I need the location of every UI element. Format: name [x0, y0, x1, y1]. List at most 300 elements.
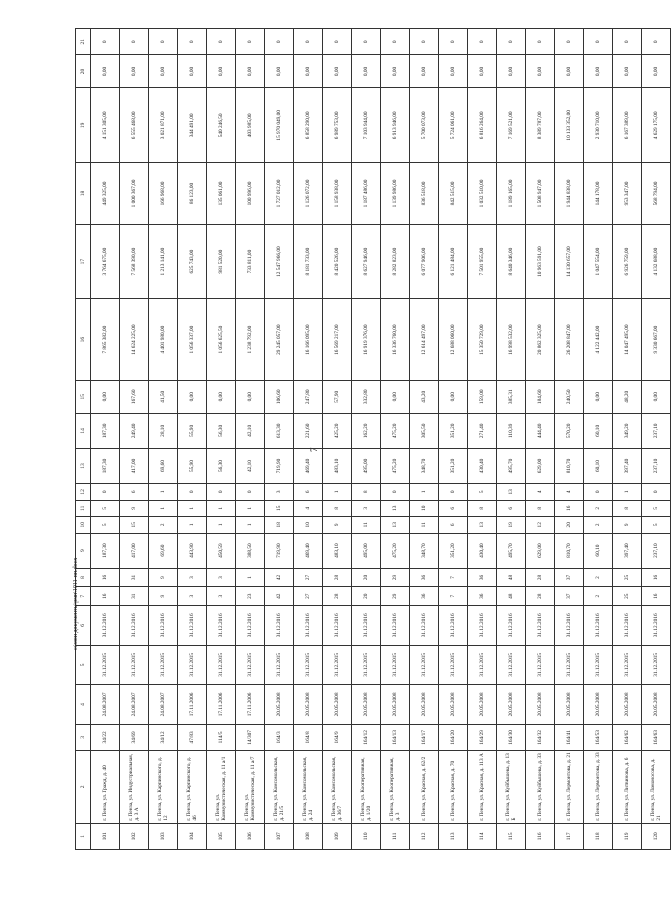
- area-private-cell: 56,30: [207, 413, 236, 448]
- area-private-cell: 110,39: [497, 413, 526, 448]
- rooms-private-cell: 8: [613, 500, 642, 516]
- row-number-cell: 113: [439, 823, 468, 849]
- table-row: [642, 29, 671, 850]
- extra-count-cell: 0: [178, 29, 207, 55]
- cost-region-cell: 953 347,00: [613, 163, 642, 225]
- table-body: [91, 29, 671, 850]
- residents-total-cell: 28: [526, 587, 555, 606]
- area-resettled-cell: 810,70: [555, 448, 584, 483]
- rooms-private-cell: 10: [410, 500, 439, 516]
- area-total-cell: 397,40: [613, 533, 642, 568]
- contract-number-cell: 47/83: [178, 724, 207, 750]
- extra-count-cell: 0: [381, 29, 410, 55]
- rooms-private-cell: 6: [439, 500, 468, 516]
- table-row: [294, 29, 323, 850]
- cost-region-cell: 100 996,00: [236, 163, 265, 225]
- area-private-cell: 305,50: [410, 413, 439, 448]
- footer-file-path: c:\мои документы\рмп\1011-пп.docx: [73, 557, 79, 650]
- plan-start-date-cell: 31.12.2015: [91, 645, 120, 685]
- cost-local-cell: 5 724 061,00: [439, 88, 468, 163]
- extra-count-cell: 0: [613, 29, 642, 55]
- contract-date-cell: 20.05.2008: [323, 685, 352, 725]
- table-row: [149, 29, 178, 850]
- rooms-private-cell: 9: [120, 500, 149, 516]
- column-number-header: 4: [76, 685, 91, 725]
- area-resettled-cell: 483,10: [323, 448, 352, 483]
- cost-fund-cell: 14 130 657,00: [555, 224, 584, 299]
- rooms-private-cell: 3: [352, 500, 381, 516]
- cost-fund-cell: 8 282 823,00: [381, 224, 410, 299]
- area-resettled-cell: 55,90: [178, 448, 207, 483]
- rooms-total-cell: 13: [381, 517, 410, 533]
- contract-date-cell: 20.05.2008: [526, 685, 555, 725]
- rooms-municipal-cell: 1: [613, 484, 642, 500]
- address-cell: г. Пенза, ул. Карпинского, д. 12: [149, 751, 178, 824]
- rooms-total-cell: 12: [526, 517, 555, 533]
- plan-start-date-cell: 31.12.2015: [265, 645, 294, 685]
- table-row: [265, 29, 294, 850]
- cost-region-cell: 1 187 486,00: [352, 163, 381, 225]
- table-row: [613, 29, 642, 850]
- table-row: [468, 29, 497, 850]
- plan-start-date-cell: 31.12.2015: [178, 645, 207, 685]
- contract-number-cell: 34/69: [120, 724, 149, 750]
- cost-local-cell: 10 133 352,00: [555, 88, 584, 163]
- residents-resettled-cell: 27: [294, 568, 323, 587]
- contract-number-cell: 14/307: [236, 724, 265, 750]
- cost-region-cell: 1 158 938,00: [323, 163, 352, 225]
- area-municipal-cell: 48,20: [613, 380, 642, 413]
- column-number-header: 15: [76, 380, 91, 413]
- area-private-cell: 237,10: [642, 413, 671, 448]
- rooms-total-cell: 5: [91, 517, 120, 533]
- table-row: [439, 29, 468, 850]
- plan-end-date-cell: 31.12.2016: [584, 606, 613, 646]
- extra-count-cell: 0: [294, 29, 323, 55]
- plan-end-date-cell: 31.12.2016: [236, 606, 265, 646]
- area-resettled-cell: 42,10: [236, 448, 265, 483]
- residents-resettled-cell: 16: [642, 568, 671, 587]
- cost-region-cell: 1 000 367,00: [120, 163, 149, 225]
- extra-count-cell: 0: [207, 29, 236, 55]
- contract-number-cell: 164/9: [323, 724, 352, 750]
- cost-total-cell: 29 245 057,00: [265, 299, 294, 380]
- cost-fund-cell: 6 926 759,00: [613, 224, 642, 299]
- cost-extra-cell: 0,00: [236, 55, 265, 88]
- area-resettled-cell: 629,00: [526, 448, 555, 483]
- cost-total-cell: 20 862 325,00: [526, 299, 555, 380]
- cost-local-cell: 15 970 049,00: [265, 88, 294, 163]
- address-cell: г. Пенза, ул. Гражд, д. 40: [91, 751, 120, 824]
- plan-start-date-cell: 31.12.2015: [120, 645, 149, 685]
- area-private-cell: 475,20: [381, 413, 410, 448]
- address-cell: г. Пенза, ул. Индустриальная, д. 3 А: [120, 751, 149, 824]
- column-number-header: 20: [76, 55, 91, 88]
- contract-date-cell: 17.11.2006: [236, 685, 265, 725]
- plan-start-date-cell: 31.12.2015: [439, 645, 468, 685]
- rooms-municipal-cell: 8: [352, 484, 381, 500]
- plan-start-date-cell: 31.12.2015: [294, 645, 323, 685]
- column-number-header: 16: [76, 299, 91, 380]
- extra-count-cell: 0: [526, 29, 555, 55]
- plan-start-date-cell: 31.12.2015: [584, 645, 613, 685]
- address-cell: г. Пенза, ул. Литвинова, д. 6: [613, 751, 642, 824]
- residents-total-cell: 37: [555, 587, 584, 606]
- rooms-private-cell: 1: [178, 500, 207, 516]
- residents-total-cell: 36: [410, 587, 439, 606]
- table-row: [178, 29, 207, 850]
- contract-number-cell: 164/20: [439, 724, 468, 750]
- cost-total-cell: 9 330 667,00: [642, 299, 671, 380]
- address-cell: г. Пенза, ул. Коммунистическая, д. 11 а/1: [207, 751, 236, 824]
- cost-region-cell: 1 189 165,00: [497, 163, 526, 225]
- cost-total-cell: 14 624 225,00: [120, 299, 149, 380]
- rooms-municipal-cell: 0: [381, 484, 410, 500]
- contract-date-cell: 17.11.2006: [207, 685, 236, 725]
- rooms-total-cell: 10: [294, 517, 323, 533]
- address-cell: г. Пенза, ул. Комсомольская, д. 24: [294, 751, 323, 824]
- cost-fund-cell: 7 501 955,00: [468, 224, 497, 299]
- address-cell: г. Пенза, ул. Красная, д. 70: [439, 751, 468, 824]
- cost-region-cell: 449 325,00: [91, 163, 120, 225]
- column-number-header: 17: [76, 224, 91, 299]
- contract-number-cell: 164/30: [497, 724, 526, 750]
- plan-end-date-cell: 31.12.2016: [381, 606, 410, 646]
- cost-region-cell: 144 178,00: [584, 163, 613, 225]
- row-number-cell: 118: [584, 823, 613, 849]
- cost-total-cell: 4 122 442,00: [584, 299, 613, 380]
- plan-end-date-cell: 31.12.2016: [439, 606, 468, 646]
- rooms-private-cell: 16: [555, 500, 584, 516]
- cost-total-cell: 7 865 382,00: [91, 299, 120, 380]
- rooms-private-cell: 13: [381, 500, 410, 516]
- cost-fund-cell: 7 568 390,00: [120, 224, 149, 299]
- address-cell: г. Пенза, ул. Красная, д. 113 А: [468, 751, 497, 824]
- cost-total-cell: 26 208 847,00: [555, 299, 584, 380]
- cost-fund-cell: 8 627 946,00: [352, 224, 381, 299]
- cost-region-cell: 568 794,00: [642, 163, 671, 225]
- column-number-header: 7: [76, 587, 91, 606]
- area-municipal-cell: 247,80: [294, 380, 323, 413]
- cost-total-cell: 16 998 532,00: [497, 299, 526, 380]
- plan-end-date-cell: 31.12.2016: [526, 606, 555, 646]
- address-cell: г. Пенза, ул. Кооперативная, д. 1/20: [352, 751, 381, 824]
- rooms-private-cell: 8: [526, 500, 555, 516]
- area-resettled-cell: 469,40: [294, 448, 323, 483]
- cost-local-cell: 6 167 389,00: [613, 88, 642, 163]
- rooms-municipal-cell: 0: [91, 484, 120, 500]
- rooms-private-cell: 8: [468, 500, 497, 516]
- rooms-municipal-cell: 0: [178, 484, 207, 500]
- rooms-total-cell: 15: [120, 517, 149, 533]
- column-number-header: 3: [76, 724, 91, 750]
- table-row: [120, 29, 149, 850]
- contract-date-cell: 20.05.2008: [468, 685, 497, 725]
- residents-resettled-cell: 2: [584, 568, 613, 587]
- cost-region-cell: 1 126 072,00: [294, 163, 323, 225]
- table-row: [555, 29, 584, 850]
- rooms-total-cell: 6: [439, 517, 468, 533]
- cost-region-cell: 135 061,00: [207, 163, 236, 225]
- plan-end-date-cell: 31.12.2016: [265, 606, 294, 646]
- area-private-cell: 249,40: [120, 413, 149, 448]
- table-row: [584, 29, 613, 850]
- residents-total-cell: 31: [120, 587, 149, 606]
- residents-resettled-cell: 3: [178, 568, 207, 587]
- area-private-cell: 444,40: [526, 413, 555, 448]
- area-total-cell: 475,20: [381, 533, 410, 568]
- cost-total-cell: 12 614 497,00: [410, 299, 439, 380]
- rooms-municipal-cell: 1: [323, 484, 352, 500]
- area-private-cell: 221,60: [294, 413, 323, 448]
- residents-total-cell: 28: [323, 587, 352, 606]
- area-municipal-cell: 0,00: [91, 380, 120, 413]
- cost-region-cell: 86 123,00: [178, 163, 207, 225]
- cost-local-cell: 4 629 175,00: [642, 88, 671, 163]
- row-number-cell: 114: [468, 823, 497, 849]
- area-private-cell: 351,20: [439, 413, 468, 448]
- area-municipal-cell: 385,31: [497, 380, 526, 413]
- area-municipal-cell: 159,00: [468, 380, 497, 413]
- cost-fund-cell: 3 764 675,00: [91, 224, 120, 299]
- residents-resettled-cell: 28: [323, 568, 352, 587]
- contract-number-cell: 164/32: [526, 724, 555, 750]
- table-row: [323, 29, 352, 850]
- row-number-cell: 110: [352, 823, 381, 849]
- column-number-header: 5: [76, 645, 91, 685]
- area-total-cell: 69,60: [149, 533, 178, 568]
- contract-date-cell: 24.08.2007: [91, 685, 120, 725]
- area-resettled-cell: 719,90: [265, 448, 294, 483]
- address-cell: г. Пенза, ул. Куйбышева, д. 13 Б: [497, 751, 526, 824]
- address-cell: г. Пенза, ул. Ломоносова, д. 21: [642, 751, 671, 824]
- cost-extra-cell: 0,00: [207, 55, 236, 88]
- row-number-cell: 106: [236, 823, 265, 849]
- extra-count-cell: 0: [555, 29, 584, 55]
- residents-total-cell: 27: [294, 587, 323, 606]
- extra-count-cell: 0: [91, 29, 120, 55]
- address-cell: г. Пенза, ул. Карпинского, д. 46: [178, 751, 207, 824]
- residents-total-cell: 7: [439, 587, 468, 606]
- table-row: [91, 29, 120, 850]
- residents-total-cell: 3: [178, 587, 207, 606]
- contract-date-cell: 24.08.2007: [120, 685, 149, 725]
- cost-extra-cell: 0,00: [178, 55, 207, 88]
- plan-start-date-cell: 31.12.2015: [410, 645, 439, 685]
- area-total-cell: 719,90: [265, 533, 294, 568]
- cost-extra-cell: 0,00: [584, 55, 613, 88]
- rooms-total-cell: 2: [584, 517, 613, 533]
- plan-end-date-cell: 31.12.2016: [410, 606, 439, 646]
- row-number-cell: 104: [178, 823, 207, 849]
- residents-resettled-cell: 3: [207, 568, 236, 587]
- cost-local-cell: 3 021 871,00: [149, 88, 178, 163]
- cost-local-cell: 7 169 521,00: [497, 88, 526, 163]
- extra-count-cell: 0: [236, 29, 265, 55]
- rooms-total-cell: 1: [178, 517, 207, 533]
- column-number-header: 21: [76, 29, 91, 55]
- rooms-private-cell: 1: [207, 500, 236, 516]
- rooms-total-cell: 11: [352, 517, 381, 533]
- cost-total-cell: 16 569 217,00: [323, 299, 352, 380]
- rooms-total-cell: 1: [236, 517, 265, 533]
- contract-date-cell: 20.05.2008: [294, 685, 323, 725]
- plan-start-date-cell: 31.12.2015: [497, 645, 526, 685]
- rooms-municipal-cell: 6: [120, 484, 149, 500]
- column-number-header: 8: [76, 568, 91, 587]
- cost-total-cell: 15 350 729,00: [468, 299, 497, 380]
- plan-start-date-cell: 31.12.2015: [642, 645, 671, 685]
- contract-number-cell: 164/41: [555, 724, 584, 750]
- cost-extra-cell: 0,00: [91, 55, 120, 88]
- address-cell: г. Пенза, ул. Коммунистическая, д. 11 а/7: [236, 751, 265, 824]
- residents-resettled-cell: 36: [468, 568, 497, 587]
- plan-start-date-cell: 31.12.2015: [381, 645, 410, 685]
- area-resettled-cell: 430,40: [468, 448, 497, 483]
- plan-end-date-cell: 31.12.2016: [323, 606, 352, 646]
- area-total-cell: 443,90: [178, 533, 207, 568]
- header-row: [76, 29, 91, 850]
- cost-local-cell: 4 151 305,00: [91, 88, 120, 163]
- area-municipal-cell: 0,00: [381, 380, 410, 413]
- contract-number-cell: 164/3: [265, 724, 294, 750]
- rooms-private-cell: 5: [91, 500, 120, 516]
- rooms-private-cell: 15: [265, 500, 294, 516]
- extra-count-cell: 0: [265, 29, 294, 55]
- cost-extra-cell: 0,00: [149, 55, 178, 88]
- table-row: [526, 29, 555, 850]
- cost-total-cell: 16 336 760,00: [381, 299, 410, 380]
- extra-count-cell: 0: [149, 29, 178, 55]
- rooms-municipal-cell: 6: [294, 484, 323, 500]
- area-private-cell: 28,10: [149, 413, 178, 448]
- rooms-total-cell: 5: [642, 517, 671, 533]
- row-number-cell: 107: [265, 823, 294, 849]
- plan-start-date-cell: 31.12.2015: [323, 645, 352, 685]
- cost-local-cell: 6 555 468,00: [120, 88, 149, 163]
- plan-end-date-cell: 31.12.2016: [468, 606, 497, 646]
- cost-region-cell: 166 968,00: [149, 163, 178, 225]
- column-number-header: 13: [76, 448, 91, 483]
- area-municipal-cell: 0,00: [178, 380, 207, 413]
- address-cell: г. Пенза, ул. Комсомольская, д. 21/5: [265, 751, 294, 824]
- address-cell: г. Пенза, ул. Кооперативная, д. 3: [381, 751, 410, 824]
- cost-fund-cell: 733 811,00: [236, 224, 265, 299]
- cost-extra-cell: 0,00: [526, 55, 555, 88]
- contract-number-cell: 164/29: [468, 724, 497, 750]
- cost-local-cell: 6 858 290,00: [294, 88, 323, 163]
- contract-number-cell: 164/8: [294, 724, 323, 750]
- rooms-municipal-cell: 5: [468, 484, 497, 500]
- rooms-total-cell: 11: [410, 517, 439, 533]
- area-total-cell: 483,10: [323, 533, 352, 568]
- cost-fund-cell: 8 640 346,00: [497, 224, 526, 299]
- area-total-cell: 469,40: [294, 533, 323, 568]
- table-row: [410, 29, 439, 850]
- area-total-cell: 187,30: [91, 533, 120, 568]
- column-number-header: 19: [76, 88, 91, 163]
- area-resettled-cell: 475,20: [381, 448, 410, 483]
- rooms-private-cell: 1: [149, 500, 178, 516]
- cost-fund-cell: 981 520,00: [207, 224, 236, 299]
- extra-count-cell: 0: [410, 29, 439, 55]
- cost-local-cell: 540 246,50: [207, 88, 236, 163]
- contract-number-cell: 164/63: [642, 724, 671, 750]
- area-private-cell: 271,40: [468, 413, 497, 448]
- column-number-header: 10: [76, 517, 91, 533]
- cost-local-cell: 7 103 944,00: [352, 88, 381, 163]
- area-private-cell: 162,20: [352, 413, 381, 448]
- rooms-private-cell: 6: [497, 500, 526, 516]
- area-private-cell: 60,10: [584, 413, 613, 448]
- cost-extra-cell: 0,00: [497, 55, 526, 88]
- cost-total-cell: 4 401 980,00: [149, 299, 178, 380]
- residents-resettled-cell: 37: [555, 568, 584, 587]
- area-municipal-cell: 0,00: [207, 380, 236, 413]
- residents-resettled-cell: 31: [120, 568, 149, 587]
- area-municipal-cell: 332,80: [352, 380, 381, 413]
- residents-resettled-cell: 7: [439, 568, 468, 587]
- area-resettled-cell: 495,00: [352, 448, 381, 483]
- residents-resettled-cell: 20: [352, 568, 381, 587]
- cost-fund-cell: 8 420 526,00: [323, 224, 352, 299]
- cost-fund-cell: 4 132 688,00: [642, 224, 671, 299]
- plan-start-date-cell: 31.12.2015: [236, 645, 265, 685]
- contract-number-cell: 164/17: [410, 724, 439, 750]
- rooms-municipal-cell: 0: [584, 484, 613, 500]
- rooms-total-cell: 20: [555, 517, 584, 533]
- cost-extra-cell: 0,00: [265, 55, 294, 88]
- cost-local-cell: 6 913 946,00: [381, 88, 410, 163]
- plan-end-date-cell: 31.12.2016: [294, 606, 323, 646]
- rooms-municipal-cell: 13: [497, 484, 526, 500]
- page-number: 7: [309, 447, 319, 452]
- rooms-municipal-cell: 0: [236, 484, 265, 500]
- extra-count-cell: 0: [323, 29, 352, 55]
- area-municipal-cell: 0,00: [584, 380, 613, 413]
- plan-end-date-cell: 31.12.2016: [207, 606, 236, 646]
- plan-start-date-cell: 31.12.2015: [207, 645, 236, 685]
- cost-local-cell: 403 985,00: [236, 88, 265, 163]
- plan-end-date-cell: 31.12.2016: [91, 606, 120, 646]
- extra-count-cell: 0: [497, 29, 526, 55]
- area-private-cell: 570,20: [555, 413, 584, 448]
- cost-local-cell: 8 389 787,00: [526, 88, 555, 163]
- area-resettled-cell: 56,30: [207, 448, 236, 483]
- rooms-private-cell: 5: [642, 500, 671, 516]
- area-private-cell: 42,10: [236, 413, 265, 448]
- area-private-cell: 55,90: [178, 413, 207, 448]
- address-cell: г. Пенза, ул. Куйбышева, д. 33: [526, 751, 555, 824]
- contract-date-cell: 20.05.2008: [584, 685, 613, 725]
- plan-end-date-cell: 31.12.2016: [613, 606, 642, 646]
- rooms-municipal-cell: 0: [642, 484, 671, 500]
- extra-count-cell: 0: [642, 29, 671, 55]
- cost-total-cell: 16 166 095,00: [294, 299, 323, 380]
- area-municipal-cell: 106,60: [265, 380, 294, 413]
- cost-total-cell: 1 056 625,50: [207, 299, 236, 380]
- row-number-cell: 116: [526, 823, 555, 849]
- area-municipal-cell: 41,50: [149, 380, 178, 413]
- table-row: [497, 29, 526, 850]
- column-number-header: 11: [76, 500, 91, 516]
- cost-extra-cell: 0,00: [120, 55, 149, 88]
- area-municipal-cell: 0,00: [439, 380, 468, 413]
- plan-end-date-cell: 31.12.2016: [178, 606, 207, 646]
- area-total-cell: 348,70: [410, 533, 439, 568]
- cost-region-cell: 836 518,00: [410, 163, 439, 225]
- row-number-cell: 105: [207, 823, 236, 849]
